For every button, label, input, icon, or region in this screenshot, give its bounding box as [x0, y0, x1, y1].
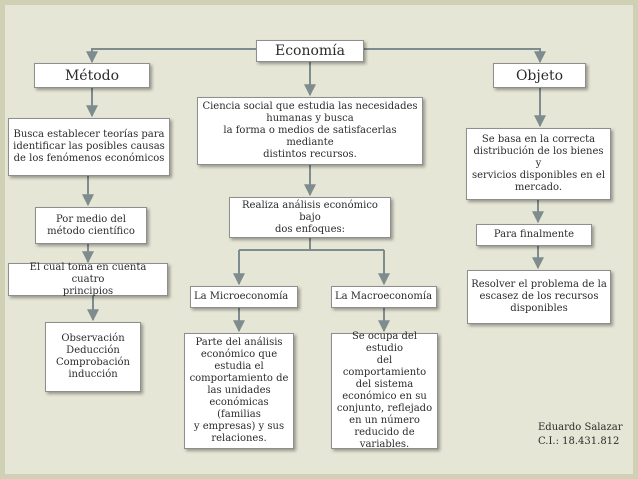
method-goal-box: Busca establecer teorías para identificar las posibles causas de los fenómenos económicos: [8, 118, 170, 176]
method-header: Método: [34, 63, 150, 88]
author-name: Eduardo Salazar: [538, 422, 623, 433]
micro-desc-box: Parte del análisis económico que estudia el comportamiento de las unidades económicas (familias y empresas) y sus relaciones.: [184, 333, 294, 449]
macro-label: La Macroeconomía: [331, 286, 437, 308]
macro-desc-box: Se ocupa del estudio del comportamiento del sistema económico en su conjunto, reflejado en un número reducido de variables.: [331, 333, 438, 449]
title-box: Economía: [256, 40, 364, 62]
connector-title-method: [92, 49, 256, 62]
objeto-finally-box: Para finalmente: [476, 224, 592, 246]
objeto-resolve-box: Resolver el problema de la escasez de los recursos disponibles: [467, 270, 611, 324]
analysis-box: Realiza análisis económico bajo dos enfoques:: [229, 197, 391, 238]
objeto-header: Objeto: [493, 63, 586, 88]
connector-title-objeto: [364, 49, 540, 62]
method-principles-list: Observación Deducción Comprobación inducción: [45, 322, 141, 392]
objeto-distribution-box: Se basa en la correcta distribución de los bienes y servicios disponibles en el mercado.: [466, 128, 611, 200]
micro-label: La Microeconomía: [190, 286, 298, 308]
method-principles-box: El cual toma en cuenta cuatro principios: [8, 263, 168, 296]
connector-analysis-split: [239, 238, 384, 250]
author-id: C.I.: 18.431.812: [538, 436, 620, 447]
method-scientific-box: Por medio del método científico: [35, 207, 147, 244]
definition-box: Ciencia social que estudia las necesidades humanas y busca la forma o medios de satisfacerlas mediante distintos recursos.: [197, 97, 423, 165]
